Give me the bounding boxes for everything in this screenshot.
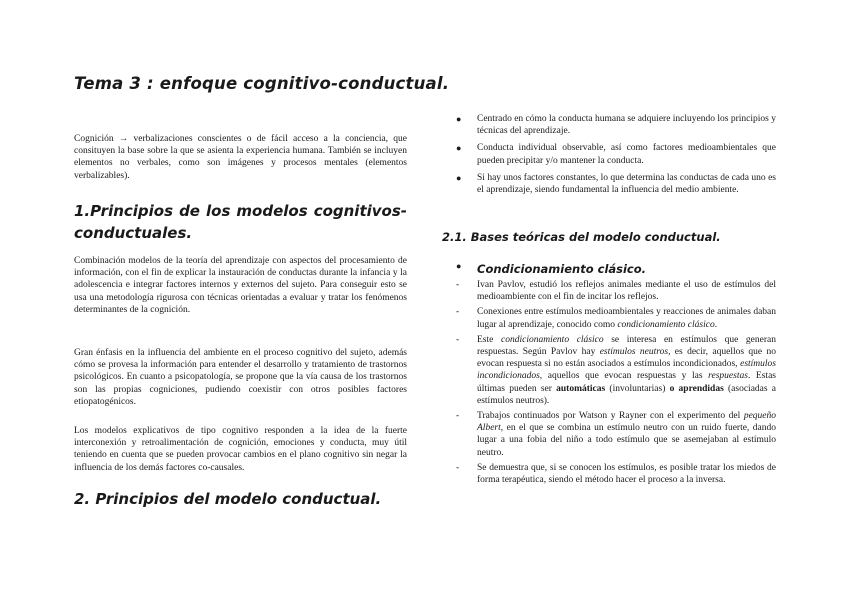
dash-text: (involuntarias) — [605, 383, 670, 394]
dash-text: Se demuestra que, si se conocen los estímulos, es posible tratar los miedos de forma terapéutica, siendo el método hacer el proceso a la inversa. — [477, 462, 776, 486]
section-heading-2-1 — [442, 230, 776, 244]
paragraph-combinacion: Combinación modelos de la teoría del aprendizaje con aspectos del procesamiento de información, con el fin de explicar la instauración de conductas durante la infancia y la adolescencia e integrar factores internos y externos del sujeto. Para conseguir esto se usa una metodología rigurosa con técnicas orientadas a evaluar y tratar los fenómenos determinantes de la cognición. — [74, 256, 407, 315]
dash-text: Este — [477, 334, 501, 345]
dash-item — [442, 334, 776, 407]
dash-icon: - — [456, 280, 460, 290]
dash-text: . — [714, 319, 718, 330]
bullet-icon: ● — [456, 114, 462, 124]
dash-text: Ivan Pavlov, estudió los reflejos animales mediante el uso de estímulos del medioambiente con el fin de incitar los reflejos. — [477, 280, 776, 303]
dash-item — [442, 410, 776, 459]
paragraph-gran-enfasis: Gran énfasis en la influencia del ambiente en el proceso cognitivo del sujeto, además cómo se provesa la información para entender el desarrollo y tratamiento de trastornos psicológicos. En cuanto a psicopatología, se propone que la vía causa de los trastornos son las propias cogniciones, pudiendo coexistir con otros posibles factores etiopatogénicos. — [74, 348, 407, 407]
section-heading-1 — [74, 200, 407, 244]
dash-text: . Estas últimas pueden ser — [477, 371, 776, 394]
bullet-icon: ● — [456, 143, 462, 154]
right-column — [442, 0, 777, 486]
dash-text-italic: condicionamiento clásico — [501, 334, 604, 345]
dash-text: Conexiones entre estímulos medioambientales y reacciones de animales daban lugar al aprendizaje, conocido como — [477, 307, 776, 330]
dash-text-italic: estímulos neutros, — [599, 347, 671, 358]
dash-icon: - — [456, 307, 460, 318]
dash-text-bold: automáticas — [556, 383, 606, 394]
dash-text-bold: o aprendidas — [669, 383, 724, 394]
paragraph-cognicion: Cognición → verbalizaciones conscientes o de fácil acceso a la conciencia, que consituyen la base sobre la que se asienta la experiencia humana. También se incluyen elementos no verbales, como son imágenes y procesos mentales (elementos verbalizables). — [74, 134, 407, 181]
bullet-text: Si hay unos factores constantes, lo que determina las conductas de cada uno es el aprendizaje, siendo fundamental la influencia del medio ambiente. — [477, 172, 776, 196]
bullet-text: Conducta individual observable, así como factores medioambientales que pueden precipitar y/o mantener la conducta. — [477, 143, 776, 166]
bullet-item — [442, 142, 776, 166]
heading-principios-modelo-conductual: 2. Principios del modelo conductual. — [74, 490, 382, 508]
dash-icon: - — [456, 462, 460, 473]
dash-text-italic: estímulos incondicionados, — [477, 359, 776, 382]
dash-item — [442, 279, 776, 303]
heading-principios-modelos-cognitivos: 1.Principios de los modelos cognitivos-conductuales. — [74, 202, 407, 242]
heading-condicionamiento-clasico: Condicionamiento clásico. — [477, 262, 647, 276]
dash-text: es decir, aquellos que no evocan respuesta si no están asociados a estímulos incondicionados, — [477, 347, 776, 370]
heading-bases-teoricas: 2.1. Bases teóricas del modelo conductual. — [442, 230, 721, 244]
dash-text-italic: respuestas — [708, 371, 748, 382]
bullet-icon: ● — [456, 261, 462, 271]
dash-text: en el que se combina un estímulo neutro con un ruido fuerte, dando lugar a una fobia del niño a todo estímulo que se asemejaban al estímulo neutro. — [477, 423, 776, 458]
bullet-item — [442, 113, 776, 137]
bullet-text: Centrado en cómo la conducta humana se adquiere incluyendo los principios y técnicas del aprendizaje. — [477, 114, 776, 137]
dash-list — [442, 279, 776, 486]
dash-item — [442, 462, 776, 486]
dash-item — [442, 306, 776, 330]
dash-text: se interesa en estímulos que generan respuestas. Según Pavlov hay — [477, 334, 776, 358]
paragraph-modelos-explicativos: Los modelos explicativos de tipo cognitivo responden a la idea de la fuerte interconexión y retroalimentación de cognición, emociones y conducta, muy útil teniendo en cuenta que se pueden provocar cambios en el plano cognitivo sin negar la influencia de los demás factores co-causales. — [74, 426, 407, 473]
dash-text-italic: condicionamiento clásico — [617, 319, 715, 330]
dash-text-italic: pequeño Albert, — [477, 411, 776, 434]
dash-text: (asociadas a estímulos neutros). — [477, 383, 777, 406]
dash-icon: - — [456, 334, 460, 345]
dash-icon: - — [456, 411, 460, 422]
bullet-list — [442, 113, 776, 196]
page-title: Tema 3 : enfoque cognitivo-conductual. — [74, 74, 450, 93]
bullet-icon: ● — [456, 172, 462, 183]
dash-text: Trabajos continuados por Watson y Rayner con el experimento del — [477, 411, 744, 422]
bullet-item — [442, 172, 776, 196]
section-heading-2 — [74, 488, 407, 510]
cond-clasico-heading — [442, 260, 811, 278]
dash-text: aquellos que evocan respuestas y las — [542, 371, 709, 382]
